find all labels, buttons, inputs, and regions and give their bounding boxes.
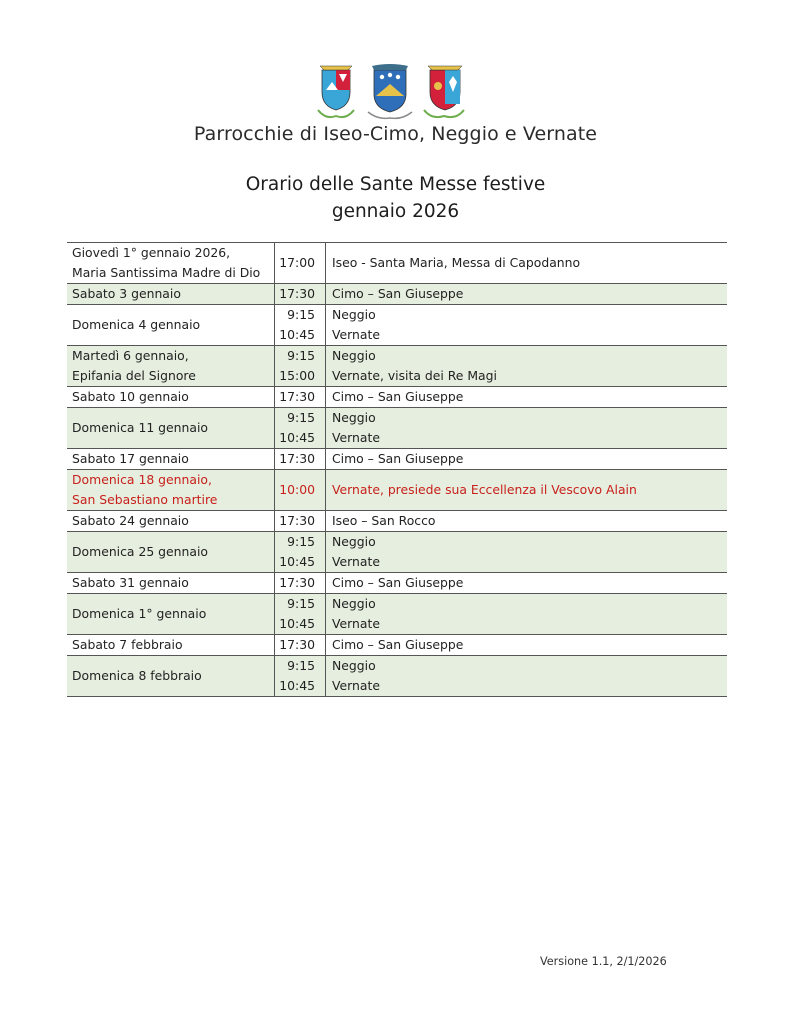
day-label: San Sebastiano martire: [72, 492, 218, 507]
mass-schedule-body: [67, 243, 727, 697]
mass-location: Neggio: [332, 348, 376, 363]
day-label: Domenica 25 gennaio: [72, 544, 208, 559]
mass-location: Vernate: [332, 616, 380, 631]
mass-location: Cimo – San Giuseppe: [332, 451, 464, 466]
place-cell: [326, 635, 728, 656]
day-cell: [67, 284, 275, 305]
mass-time: 9:15: [287, 658, 315, 673]
mass-location: Cimo – San Giuseppe: [332, 286, 464, 301]
page-subtitle: gennaio 2026: [331, 201, 460, 222]
coat-of-arms-left: [318, 66, 354, 117]
time-cell: [275, 511, 326, 532]
schedule-row: [67, 635, 727, 656]
mass-time: 9:15: [287, 410, 315, 425]
page-title: Orario delle Sante Messe festive: [245, 174, 546, 195]
place-cell: [326, 532, 728, 573]
mass-time: 17:00: [279, 255, 315, 270]
day-label: Domenica 18 gennaio,: [72, 472, 212, 487]
mass-time: 17:30: [279, 637, 315, 652]
mass-schedule-table: [67, 242, 727, 697]
day-cell: [67, 532, 275, 573]
place-cell: [326, 284, 728, 305]
day-cell: [67, 511, 275, 532]
schedule-row: [67, 449, 727, 470]
mass-location: Vernate: [332, 678, 380, 693]
time-cell: [275, 470, 326, 511]
mass-location: Neggio: [332, 534, 376, 549]
coats-of-arms-icon: [312, 64, 472, 122]
day-cell: [67, 346, 275, 387]
schedule-row: [67, 470, 727, 511]
day-label: Giovedì 1° gennaio 2026,: [72, 245, 231, 260]
place-cell: [326, 573, 728, 594]
schedule-row: [67, 305, 727, 346]
day-label: Maria Santissima Madre di Dio: [72, 265, 261, 280]
day-label: Domenica 1° gennaio: [72, 606, 207, 621]
place-cell: [326, 387, 728, 408]
day-label: Domenica 11 gennaio: [72, 420, 208, 435]
day-cell: [67, 387, 275, 408]
mass-location: Iseo – San Rocco: [332, 513, 436, 528]
place-cell: [326, 656, 728, 697]
day-cell: [67, 656, 275, 697]
time-cell: [275, 387, 326, 408]
day-label: Sabato 17 gennaio: [72, 451, 189, 466]
time-cell: [275, 305, 326, 346]
coat-of-arms-right: [424, 66, 464, 117]
time-cell: [275, 573, 326, 594]
place-cell: [326, 305, 728, 346]
mass-time: 9:15: [287, 348, 315, 363]
day-cell: [67, 449, 275, 470]
mass-time: 10:45: [279, 554, 315, 569]
mass-time: 9:15: [287, 534, 315, 549]
time-cell: [275, 243, 326, 284]
schedule-row: [67, 511, 727, 532]
mass-time: 10:45: [279, 678, 315, 693]
day-label: Domenica 4 gennaio: [72, 317, 201, 332]
place-cell: [326, 243, 728, 284]
parish-logos: [312, 64, 472, 122]
mass-location: Vernate: [332, 430, 380, 445]
schedule-row: [67, 387, 727, 408]
day-label: Sabato 31 gennaio: [72, 575, 189, 590]
day-label: Domenica 8 febbraio: [72, 668, 202, 683]
day-label: Martedì 6 gennaio,: [72, 348, 189, 363]
day-cell: [67, 305, 275, 346]
organization-title: Parrocchie di Iseo-Cimo, Neggio e Vernate: [193, 123, 598, 145]
schedule-row: [67, 346, 727, 387]
time-cell: [275, 594, 326, 635]
time-cell: [275, 284, 326, 305]
schedule-row: [67, 243, 727, 284]
mass-time: 10:45: [279, 327, 315, 342]
coat-of-arms-center: [368, 64, 412, 118]
schedule-row: [67, 284, 727, 305]
mass-location: Vernate, visita dei Re Magi: [332, 368, 497, 383]
day-cell: [67, 408, 275, 449]
day-cell: [67, 594, 275, 635]
place-cell: [326, 511, 728, 532]
mass-time: 9:15: [287, 596, 315, 611]
day-cell: [67, 573, 275, 594]
time-cell: [275, 449, 326, 470]
day-cell: [67, 243, 275, 284]
mass-time: 17:30: [279, 286, 315, 301]
day-label: Sabato 3 gennaio: [72, 286, 181, 301]
place-cell: [326, 346, 728, 387]
mass-location: Neggio: [332, 658, 376, 673]
mass-location: Iseo - Santa Maria, Messa di Capodanno: [332, 255, 581, 270]
day-cell: [67, 635, 275, 656]
mass-location: Vernate, presiede sua Eccellenza il Vescovo Alain: [332, 482, 637, 497]
place-cell: [326, 594, 728, 635]
place-cell: [326, 449, 728, 470]
mass-time: 17:30: [279, 575, 315, 590]
mass-location: Cimo – San Giuseppe: [332, 575, 464, 590]
mass-time: 10:00: [279, 482, 315, 497]
day-label: Sabato 7 febbraio: [72, 637, 183, 652]
time-cell: [275, 635, 326, 656]
mass-location: Neggio: [332, 307, 376, 322]
mass-time: 17:30: [279, 451, 315, 466]
place-cell: [326, 470, 728, 511]
mass-location: Vernate: [332, 554, 380, 569]
day-label: Sabato 24 gennaio: [72, 513, 189, 528]
place-cell: [326, 408, 728, 449]
time-cell: [275, 532, 326, 573]
schedule-row: [67, 408, 727, 449]
mass-location: Neggio: [332, 410, 376, 425]
mass-location: Cimo – San Giuseppe: [332, 389, 464, 404]
mass-time: 10:45: [279, 430, 315, 445]
mass-time: 10:45: [279, 616, 315, 631]
schedule-row: [67, 656, 727, 697]
mass-time: 17:30: [279, 389, 315, 404]
mass-time: 9:15: [287, 307, 315, 322]
mass-location: Vernate: [332, 327, 380, 342]
time-cell: [275, 408, 326, 449]
day-cell: [67, 470, 275, 511]
time-cell: [275, 346, 326, 387]
schedule-row: [67, 573, 727, 594]
mass-location: Neggio: [332, 596, 376, 611]
schedule-row: [67, 594, 727, 635]
time-cell: [275, 656, 326, 697]
day-label: Sabato 10 gennaio: [72, 389, 189, 404]
mass-location: Cimo – San Giuseppe: [332, 637, 464, 652]
mass-time: 17:30: [279, 513, 315, 528]
mass-time: 15:00: [279, 368, 315, 383]
schedule-row: [67, 532, 727, 573]
version-footer: Versione 1.1, 2/1/2026: [540, 955, 667, 968]
day-label: Epifania del Signore: [72, 368, 196, 383]
